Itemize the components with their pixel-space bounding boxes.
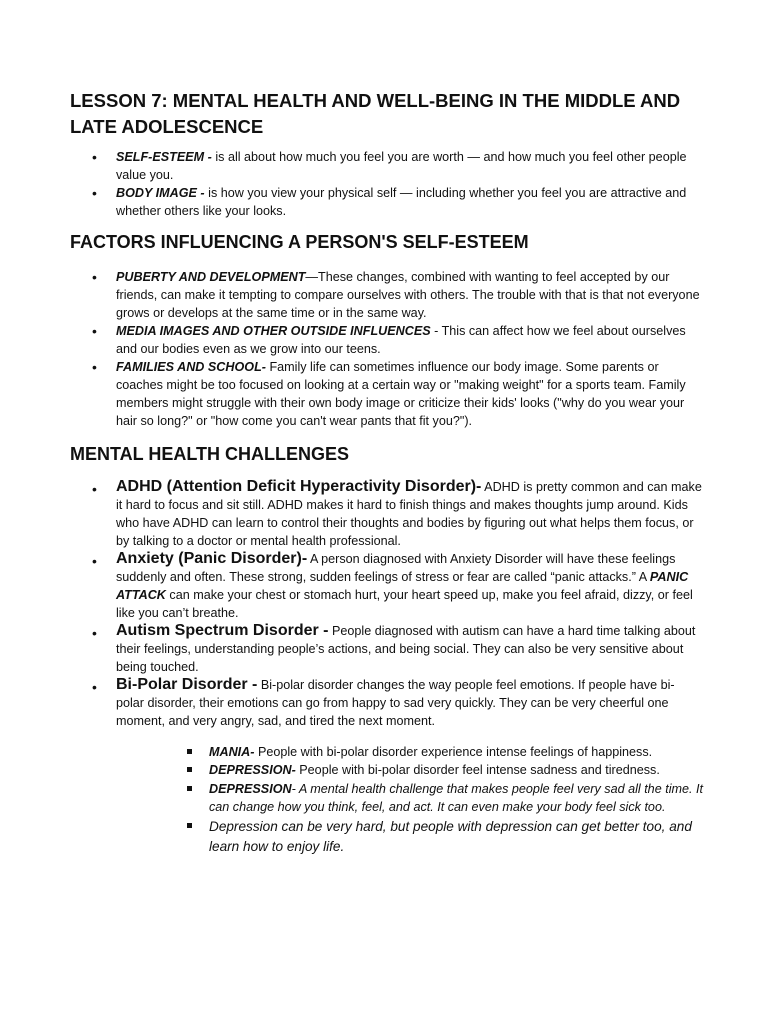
challenge-text: Bi-polar disorder changes the way people feel emotions. If people have bi-polar disorder, their emotions can go from happy to sad very quickly. They can be very cheerful one moment, and very angry, sad, and tired the next moment. <box>116 678 675 728</box>
challenge-text: ADHD is pretty common and can make it hard to focus and sit still. ADHD makes it hard to finish things and makes thoughts jump around. Kids who have ADHD can learn to control their thoughts and bodies by figuring out what helps them focus, or by talking to a doctor or mental health professional. <box>116 480 702 548</box>
list-item <box>90 622 702 676</box>
list-item <box>184 780 704 817</box>
list-item <box>90 184 702 220</box>
challenge-term: Bi-Polar Disorder - <box>116 676 258 693</box>
factor-text: Family life can sometimes influence our body image. Some parents or coaches might be too focused on looking at a certain way or "making weight" for a sports team. Family members might struggle with their own body image or criticize their kids' looks ("why do you wear your hair so long?" or "how come you can't wear pants that fit you?"). <box>116 360 686 428</box>
factor-text: - This can affect how we feel about ourselves and our bodies even as we grow into our teens. <box>116 324 686 356</box>
challenge-term: Anxiety (Panic Disorder)- <box>116 550 308 567</box>
list-item <box>184 817 704 857</box>
subitem-text: People with bi-polar disorder feel intense sadness and tiredness. <box>295 763 660 778</box>
factors-list <box>90 268 702 430</box>
subitem-term: DEPRESSION- <box>209 763 296 778</box>
factor-term: PUBERTY AND DEVELOPMENT <box>116 270 306 284</box>
list-item <box>90 550 702 622</box>
subitem-text: People with bi-polar disorder experience intense feelings of happiness. <box>254 745 653 759</box>
list-item <box>90 676 702 730</box>
list-item <box>90 322 702 358</box>
factors-heading: FACTORS INFLUENCING A PERSON'S SELF-ESTEEM <box>70 232 529 252</box>
challenges-heading: MENTAL HEALTH CHALLENGES <box>70 444 349 464</box>
subitem-term: DEPRESSION <box>209 781 292 796</box>
challenge-text: People diagnosed with autism can have a hard time talking about their feelings, understanding people’s actions, and being social. They can also be very sensitive about being touched. <box>116 624 696 674</box>
subitem-text: - A mental health challenge that makes people feel very sad all the time. It can change how you think, feel, and act. It can even make your body feel sick too. <box>209 781 703 815</box>
list-item <box>184 761 704 779</box>
list-item <box>90 268 702 322</box>
challenge-term: ADHD (Attention Deficit Hyperactivity Disorder)- <box>116 478 482 495</box>
definition-term: SELF-ESTEEM - <box>116 150 212 164</box>
challenge-term: Autism Spectrum Disorder - <box>116 622 329 639</box>
challenges-list <box>90 478 702 730</box>
list-item <box>90 478 702 550</box>
definition-term: BODY IMAGE - <box>116 186 205 200</box>
challenge-text: can make your chest or stomach hurt, your heart speed up, make you feel afraid, dizzy, or feel like you can’t breathe. <box>116 588 693 620</box>
definitions-list <box>90 148 702 220</box>
bipolar-subitems <box>184 743 704 857</box>
panic-attack-term: PANIC ATTACK <box>116 570 689 602</box>
definition-text: is how you view your physical self — including whether you feel you are attractive and whether others like your looks. <box>116 186 687 218</box>
definition-text: is all about how much you feel you are worth — and how much you feel other people value you. <box>116 150 687 182</box>
factor-text: —These changes, combined with wanting to feel accepted by our friends, can make it tempting to compare ourselves with others. The trouble with that is that not everyone grows or develops at the same time or in the same way. <box>116 270 700 320</box>
factor-term: FAMILIES AND SCHOOL- <box>116 360 266 374</box>
subitem-term: MANIA- <box>209 745 255 759</box>
lesson-title: LESSON 7: MENTAL HEALTH AND WELL-BEING IN THE MIDDLE AND LATE ADOLESCENCE <box>70 90 681 137</box>
factor-term: MEDIA IMAGES AND OTHER OUTSIDE INFLUENCES <box>116 324 431 338</box>
list-item <box>90 358 702 430</box>
subitem-text: Depression can be very hard, but people with depression can get better too, and learn how to enjoy life. <box>209 818 692 854</box>
challenge-text: A person diagnosed with Anxiety Disorder will have these feelings suddenly and often. These strong, sudden feelings of stress or fear are called “panic attacks.” A <box>116 552 676 584</box>
list-item <box>184 743 704 761</box>
list-item <box>90 148 702 184</box>
